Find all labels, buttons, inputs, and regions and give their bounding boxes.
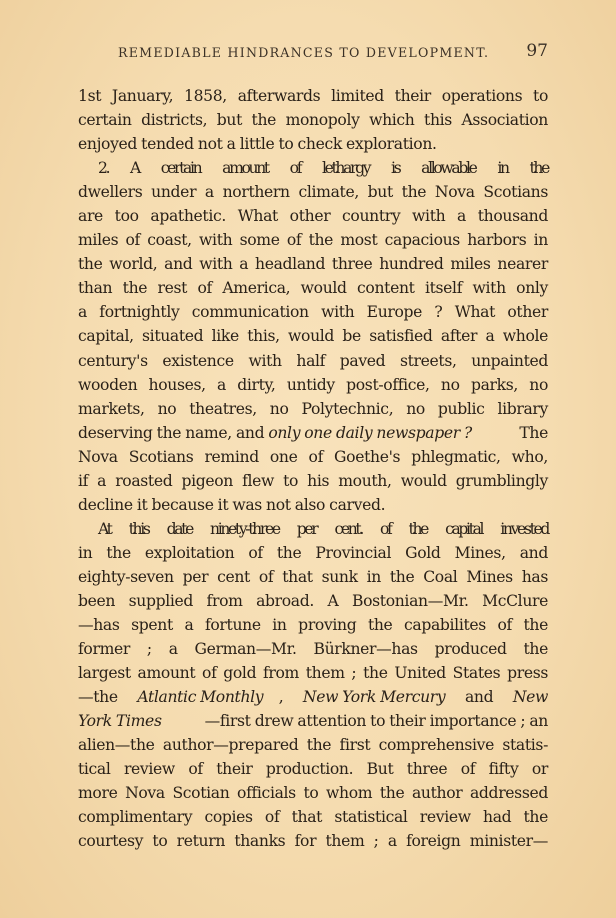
text-run: , [278,688,288,707]
text-run: and [460,688,498,707]
text-run: deserving the name, and [78,423,269,442]
running-header [118,42,548,64]
text-line: tical review of their production. But three of fifty or [78,760,548,779]
text-line: in the exploitation of the Provincial Gold Mines, and [78,543,548,562]
text-line: than the rest of America, would content itself with only [78,279,548,298]
paragraph-3 [78,517,548,854]
text-line-mixed [78,421,548,445]
text-line: enjoyed tended not a little to check exploration. [78,135,437,154]
text-line: At this date ninety-three per cent. of the capital invested [98,519,548,538]
text-line: certain districts, but the monopoly which this Association [78,111,548,130]
running-title: REMEDIABLE HINDRANCES TO DEVELOPMENT. [118,45,490,60]
text-line: largest amount of gold from them ; the United States press [78,664,548,683]
text-line-mixed [78,685,548,709]
text-line: wooden houses, a dirty, untidy post-office, no parks, no [78,375,548,394]
text-line: capital, situated like this, would be satisfied after a whole [78,327,548,346]
text-line: —has spent a fortune in proving the capabilites of the [78,616,548,635]
text-run: The [511,423,548,442]
text-line: miles of coast, with some of the most capacious harbors in [78,231,548,250]
text-line: the world, and with a headland three hundred miles nearer [78,255,548,274]
text-line: complimentary copies of that statistical review had the [78,808,548,827]
text-line: courtesy to return thanks for them ; a foreign minister— [78,832,548,851]
text-line: been supplied from abroad. A Bostonian—Mr. McClure [78,591,548,610]
text-line: century's existence with half paved streets, unpainted [78,351,548,370]
text-line: Nova Scotians remind one of Goethe's phlegmatic, who, [78,447,548,466]
text-line: alien—the author—prepared the first comprehensive statis- [78,736,548,755]
text-line: 2. A certain amount of lethargy is allowable in the [98,159,548,178]
text-line: 1st January, 1858, afterwards limited their operations to [78,87,548,105]
page-number: 97 [526,41,548,61]
text-line: decline it because it was not also carved. [78,495,386,514]
text-line: a fortnightly communication with Europe ? What other [78,303,548,322]
text-line: eighty-seven per cent of that sunk in the Coal Mines has [78,567,548,586]
text-line: dwellers under a northern climate, but the Nova Scotians [78,183,548,202]
text-line: former ; a German—Mr. Bürkner—has produced the [78,640,548,659]
text-line: markets, no theatres, no Polytechnic, no public library [78,399,548,418]
body-text [78,84,548,854]
text-run: —the [78,688,122,707]
text-run: —first drew attention to their importance ; an [204,712,548,731]
italic-run: New York Mercury [302,688,446,707]
text-line: more Nova Scotian officials to whom the author addressed [78,784,548,803]
italic-run: New [512,688,548,707]
italic-run: York Times [78,712,162,731]
italic-run: Atlantic Monthly [137,688,264,707]
text-line: are too apathetic. What other country with a thousand [78,207,548,226]
paragraph-1 [78,84,548,156]
text-line: if a roasted pigeon flew to his mouth, would grumblingly [78,471,548,490]
paragraph-2 [78,156,548,517]
italic-run: only one daily newspaper ? [268,423,472,442]
text-line-mixed [78,709,548,733]
